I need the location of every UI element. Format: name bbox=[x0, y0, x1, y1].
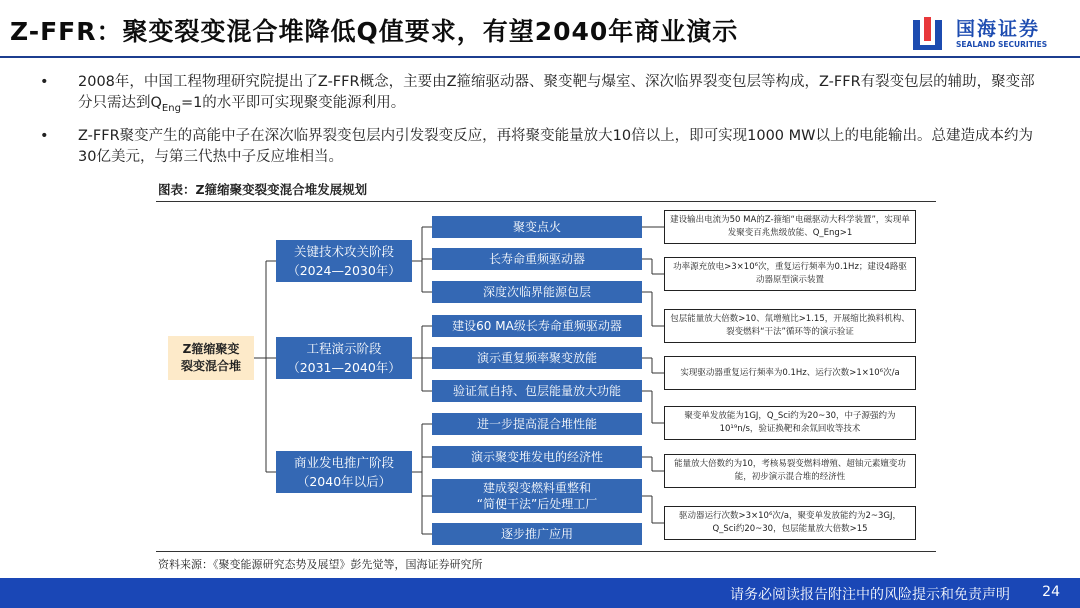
task-node: 建成裂变燃料重整和 “简便干法”后处理工厂 bbox=[432, 479, 642, 513]
logo-name-cn: 国海证券 bbox=[956, 18, 1041, 40]
note-box: 驱动器运行次数>3×10⁶次/a，聚变单发放能约为2~3GJ，Q_Sci约20~30，包层能量放大倍数>15 bbox=[664, 506, 916, 540]
phase-period: （2031—2040年） bbox=[287, 360, 401, 375]
note-box: 实现驱动器重复运行频率为0.1Hz、运行次数>1×10⁶次/a bbox=[664, 356, 916, 390]
root-node: Z箍缩聚变 裂变混合堆 bbox=[168, 336, 254, 380]
page-number: 24 bbox=[1042, 584, 1060, 600]
task-node: 长寿命重频驱动器 bbox=[432, 248, 642, 270]
phase-node bbox=[276, 451, 412, 493]
phase-name: 关键技术攻关阶段 bbox=[293, 244, 394, 259]
logo-name-en: SEALAND SECURITIES bbox=[956, 40, 1048, 49]
task-node: 演示聚变堆发电的经济性 bbox=[432, 446, 642, 468]
figure-title: 图表：Z箍缩聚变裂变混合堆发展规划 bbox=[158, 182, 368, 197]
task-node: 逐步推广应用 bbox=[432, 523, 642, 545]
phase-period: （2040年以后） bbox=[296, 474, 392, 489]
note-box: 能量放大倍数约为10，考核易裂变燃料增殖、超铀元素嬗变功能，初步演示混合堆的经济性 bbox=[664, 454, 916, 488]
phase-name: 商业发电推广阶段 bbox=[293, 455, 394, 470]
task-node: 建设60 MA级长寿命重频驱动器 bbox=[432, 315, 642, 337]
bullet-marker: • bbox=[40, 128, 49, 144]
source-note: 资料来源：《聚变能源研究态势及展望》彭先觉等，国海证券研究所 bbox=[158, 558, 483, 571]
bullet-marker: • bbox=[40, 74, 49, 90]
note-box: 包层能量放大倍数>10、氚增殖比>1.15，开展缩比换料机构、裂变燃料“干法”循环等的演示验证 bbox=[664, 309, 916, 343]
note-box: 聚变单发放能为1GJ，Q_Sci约为20~30，中子源强约为10¹⁹n/s，验证换靶和余氚回收等技术 bbox=[664, 406, 916, 440]
phase-node bbox=[276, 240, 412, 282]
phase-name: 工程演示阶段 bbox=[306, 341, 382, 356]
phase-node bbox=[276, 337, 412, 379]
page-title: Z-FFR：聚变裂变混合堆降低Q值要求，有望2040年商业演示 bbox=[10, 17, 739, 46]
note-box: 功率源充放电>3×10⁶次，重复运行频率为0.1Hz；建设4路驱动器原型演示装置 bbox=[664, 257, 916, 291]
note-box: 建设输出电流为50 MA的Z-箍缩“电磁驱动大科学装置”，实现单发聚变百兆焦级放能、Q_Eng>1 bbox=[664, 210, 916, 244]
phase-period: （2024—2030年） bbox=[287, 263, 401, 278]
bullet-text: 2008年，中国工程物理研究院提出了Z-FFR概念，主要由Z箍缩驱动器、聚变靶与爆室、深次临界裂变包层等构成，Z-FFR有裂变包层的辅助，聚变部分只需达到$Q_{Eng}=1$的水平即可实现聚变能源利用。 bbox=[78, 74, 1035, 114]
task-node: 聚变点火 bbox=[432, 216, 642, 238]
task-node: 进一步提高混合堆性能 bbox=[432, 413, 642, 435]
footer-disclaimer: 请务必阅读报告附注中的风险提示和免责声明 bbox=[730, 587, 1010, 603]
bullet-text: Z-FFR聚变产生的高能中子在深次临界裂变包层内引发裂变反应，再将聚变能量放大10倍以上，即可实现1000 MW以上的电能输出。总建造成本约为30亿美元，与第三代热中子反应堆相当。 bbox=[78, 128, 1033, 165]
task-node: 深度次临界能源包层 bbox=[432, 281, 642, 303]
source-rule bbox=[156, 551, 936, 552]
task-node: 演示重复频率聚变放能 bbox=[432, 347, 642, 369]
task-node: 验证氚自持、包层能量放大功能 bbox=[432, 380, 642, 402]
